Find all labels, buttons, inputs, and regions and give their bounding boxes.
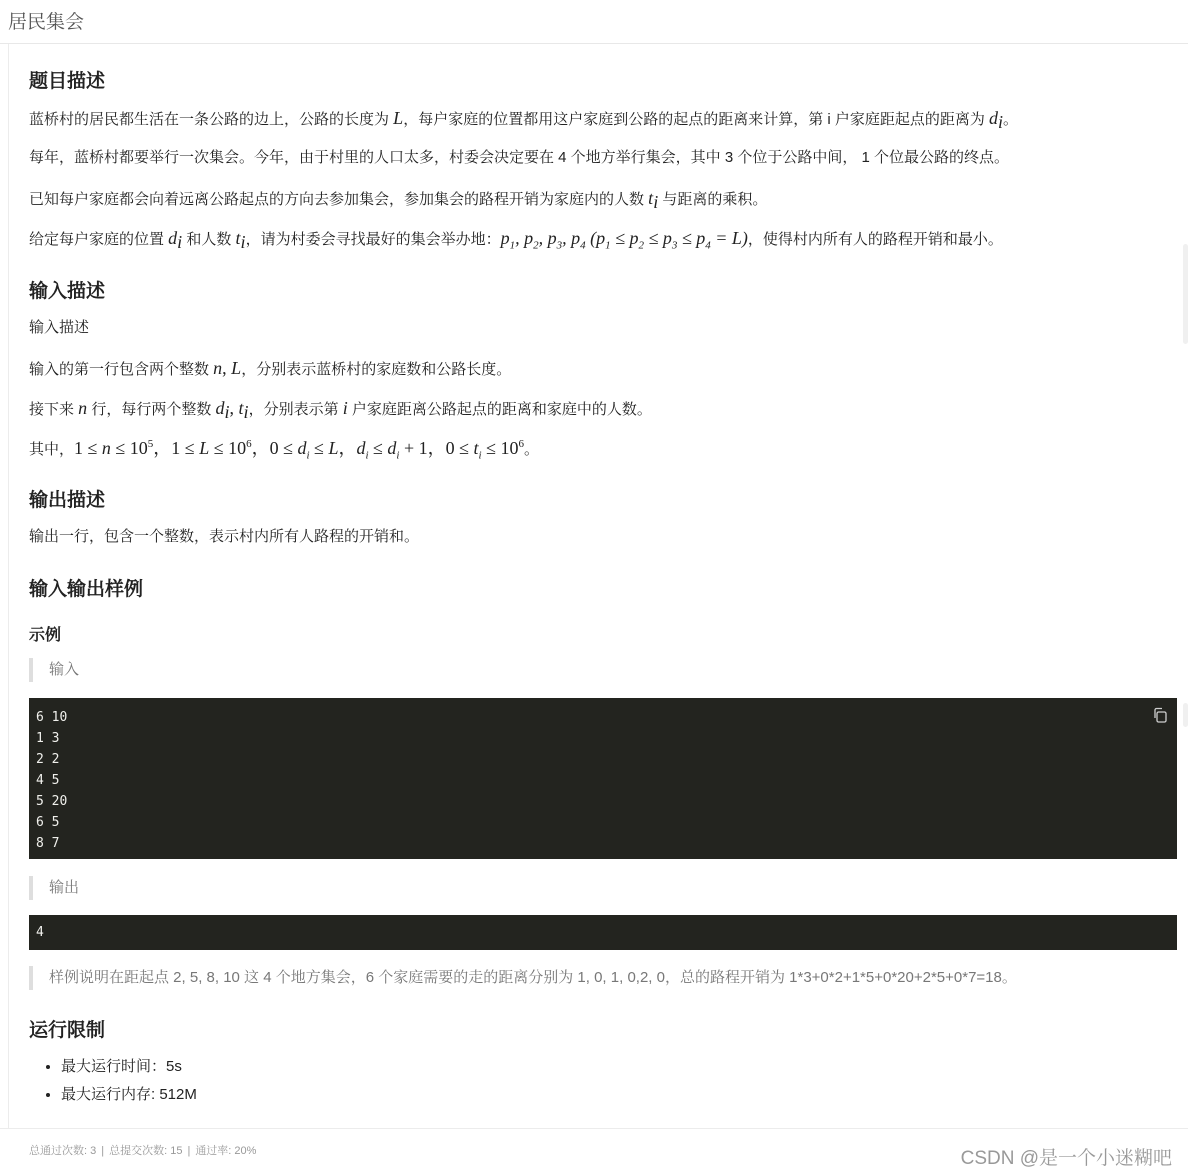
time-limit-item: • 最大运行时间：5s — [61, 1053, 197, 1081]
passed-count: 总通过次数: 3 — [29, 1145, 97, 1157]
constraints-formula: $1 \le n \le 10^5$，$1 \le L \le 10^6$，$0 \le d_i \le L$，$d_i \le d_i + 1$，$0 \le t_i \le 10^6$ — [74, 438, 524, 462]
limits-heading: 运行限制 — [29, 1020, 106, 1041]
description-paragraph-4: 给定每户家庭的位置 $d_i$ 和人数 $t_i$，请为村委会寻找最好的集会举办地：$p_1$, $p_2$, $p_3$, $p_4$ $(p_1 \le p_2 \le p_3 \le p_4 = L)$，使得村内所有人的路程开销和最小。 — [29, 228, 1003, 252]
scrollbar-thumb[interactable] — [1183, 244, 1188, 344]
code-line: 6 5 — [36, 815, 60, 830]
copy-icon[interactable] — [1152, 707, 1168, 723]
input-heading: 输入描述 — [29, 281, 106, 302]
page-title: 居民集会 — [8, 12, 85, 33]
csdn-watermark: CSDN @是一个小迷糊吧 — [960, 1148, 1172, 1169]
sample-output-label: 输出 — [29, 876, 79, 900]
input-paragraph-2: 输入的第一行包含两个整数 n, L，分别表示蓝桥村的家庭数和公路长度。 — [29, 358, 512, 378]
sample-output-code[interactable] — [29, 915, 1177, 950]
code-line: 6 10 — [36, 710, 68, 725]
description-paragraph-1: 蓝桥村的居民都生活在一条公路的边上，公路的长度为 L，每户家庭的位置都用这户家庭到公路的起点的距离来计算，第 i 户家庭距起点的距离为 $d_i$。 — [29, 108, 1019, 132]
limits-list — [29, 1053, 197, 1109]
left-divider — [8, 44, 9, 1128]
sample-input-label: 输入 — [29, 658, 79, 682]
description-heading: 题目描述 — [29, 71, 106, 92]
example-label: 示例 — [29, 627, 62, 644]
output-heading: 输出描述 — [29, 490, 106, 511]
description-paragraph-2: 每年，蓝桥村都要举行一次集会。今年，由于村里的人口太多，村委会决定要在 4 个地方举行集会，其中 3 个位于公路中间， 1 个位最公路的终点。 — [29, 149, 1010, 166]
description-paragraph-3: 已知每户家庭都会向着远离公路起点的方向去参加集会，参加集会的路程开销为家庭内的人数 $t_i$ 与距离的乘积。 — [29, 188, 768, 212]
code-line: 4 5 — [36, 773, 60, 788]
stats-separator: | — [187, 1145, 191, 1157]
top-bar — [0, 0, 1188, 44]
code-line: 4 — [36, 925, 44, 940]
input-paragraph-1: 输入描述 — [29, 319, 90, 336]
pass-rate: 通过率: 20% — [195, 1145, 257, 1157]
constraints-paragraph: 其中，$1 \le n \le 10^5$，$1 \le L \le 10^6$，$0 \le d_i \le L$，$d_i \le d_i + 1$，$0 \le t_i \le 10^6$。 — [29, 438, 539, 462]
stats-separator: | — [101, 1145, 105, 1157]
output-paragraph: 输出一行，包含一个整数，表示村内所有人路程的开销和。 — [29, 528, 420, 545]
sample-explanation: 样例说明在距起点 2, 5, 8, 10 这 4 个地方集会，6 个家庭需要的走的距离分别为 1, 0, 1, 0,2, 0，总的路程开销为 1*3+0*2+1*5+0*20+2*5+0*7=18。 — [29, 966, 1017, 990]
submitted-count: 总提交次数: 15 — [109, 1145, 183, 1157]
footer — [0, 1128, 1188, 1176]
samples-heading: 输入输出样例 — [29, 579, 144, 600]
memory-limit-item: • 最大运行内存: 512M — [61, 1081, 197, 1109]
submission-stats — [29, 1142, 256, 1158]
code-line: 1 3 — [36, 731, 60, 746]
code-line: 8 7 — [36, 836, 60, 851]
code-line: 5 20 — [36, 794, 68, 809]
input-paragraph-3: 接下来 n 行，每行两个整数 $d_i$, $t_i$，分别表示第 i 户家庭距离公路起点的距离和家庭中的人数。 — [29, 398, 652, 422]
sample-input-code[interactable] — [29, 698, 1177, 859]
code-line: 2 2 — [36, 752, 60, 767]
scrollbar-marker — [1183, 703, 1188, 727]
meeting-points-formula: $p_1$, $p_2$, $p_3$, $p_4$ $(p_1 \le p_2 \le p_3 \le p_4 = L)$ — [500, 228, 748, 252]
